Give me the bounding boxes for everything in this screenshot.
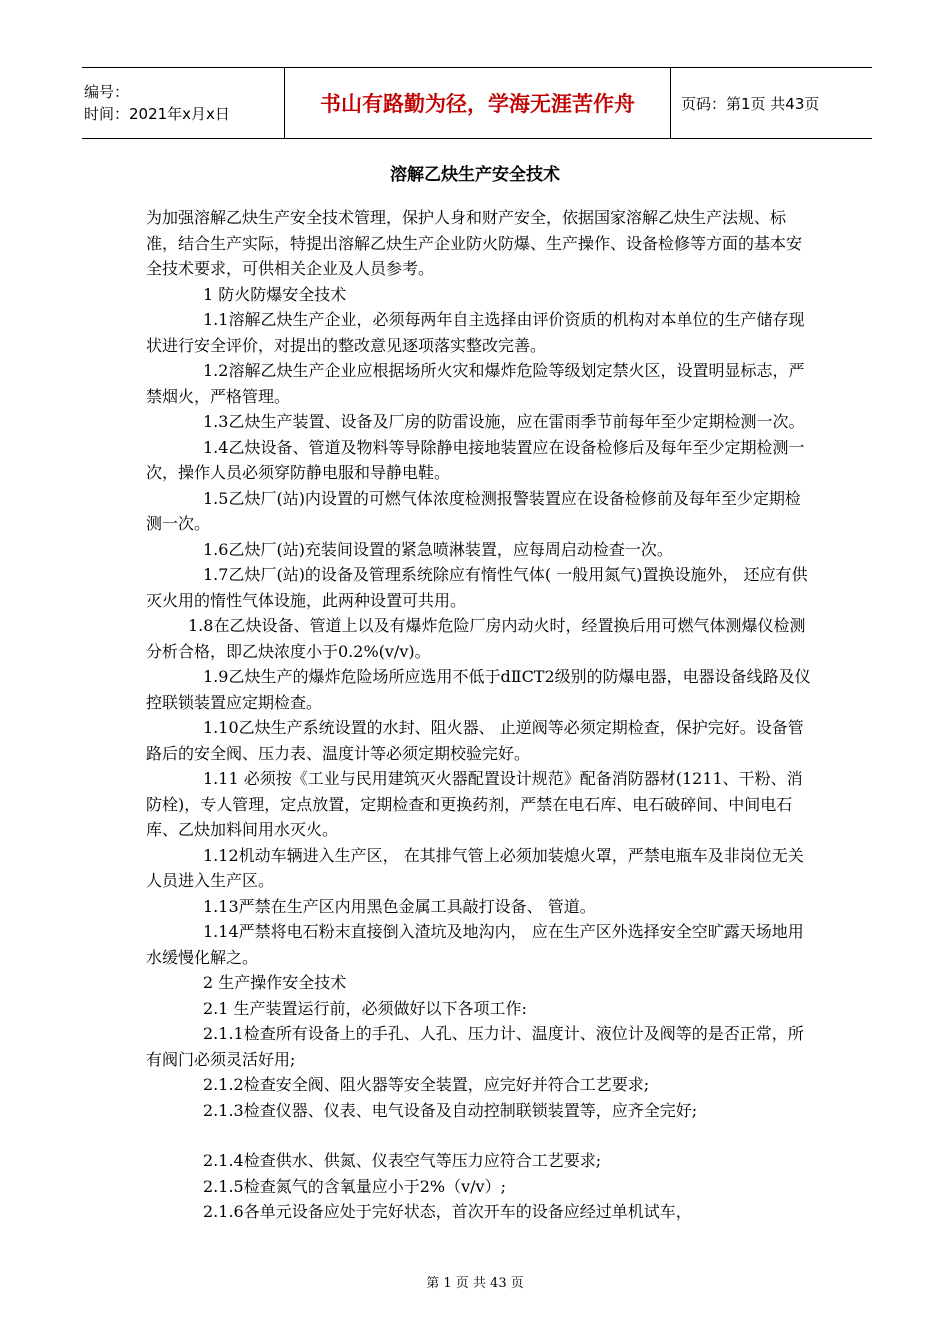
clause-1-13: 1.13严禁在生产区内用黑色金属工具敲打设备、 管道。	[203, 896, 596, 916]
header-meta	[82, 68, 285, 138]
intro-paragraph: 为加强溶解乙炔生产安全技术管理，保护人身和财产安全，依据国家溶解乙炔生产法规、标准，结合生产实际，特提出溶解乙炔生产企业防火防爆、生产操作、设备检修等方面的基本安全技术要求，可供相关企业及人员参考。	[146, 208, 803, 278]
clause-1-11: 1.11 必须按《工业与民用建筑灭火器配置设计规范》配备消防器材(1211、干粉、消防栓)，专人管理，定点放置，定期检查和更换药剂，严禁在电石库、电石破碎间、中间电石库、乙炔加料间用水灭火。	[146, 769, 803, 839]
section-heading-2: 2 生产操作安全技术	[203, 973, 347, 992]
document-title: 溶解乙炔生产安全技术	[390, 165, 560, 185]
clause-2-1-4: 2.1.4检查供水、供氮、仪表空气等压力应符合工艺要求;	[203, 1151, 602, 1170]
clause-1-5: 1.5乙炔厂(站)内设置的可燃气体浓度检测报警装置应在设备检修前及每年至少定期检测一次。	[146, 488, 801, 533]
clause-1-3: 1.3乙炔生产装置、设备及厂房的防雷设施，应在雷雨季节前每年至少定期检测一次。	[203, 412, 805, 431]
clause-1-12: 1.12机动车辆进入生产区， 在其排气管上必须加装熄火罩，严禁电瓶车及非岗位无关人员进入生产区。	[146, 845, 804, 890]
clause-1-7: 1.7乙炔厂(站)的设备及管理系统除应有惰性气体( 一般用氮气)置换设施外， 还应有供灭火用的惰性气体设施，此两种设置可共用。	[146, 565, 808, 610]
clause-1-4: 1.4乙炔设备、管道及物料等导除静电接地装置应在设备检修后及每年至少定期检测一次，操作人员必须穿防静电服和导静电鞋。	[146, 437, 805, 482]
section-heading-1: 1 防火防爆安全技术	[203, 284, 347, 304]
header-page-info: 页码：第1页 共43页	[681, 94, 820, 113]
clause-1-8: 1.8在乙炔设备、管道上以及有爆炸危险厂房内动火时，经置换后用可燃气体测爆仪检测分析合格，即乙炔浓度小于0.2%(v/v)。	[146, 616, 806, 661]
clause-2-1-5: 2.1.5检查氮气的含氧量应小于2%（v/v）;	[203, 1176, 506, 1196]
clause-1-6: 1.6乙炔厂(站)充装间设置的紧急喷淋装置，应每周启动检查一次。	[203, 539, 673, 559]
clause-1-10: 1.10乙炔生产系统设置的水封、阻火器、 止逆阀等必须定期检查，保护完好。设备管路后的安全阀、压力表、温度计等必须定期校验完好。	[146, 718, 804, 763]
document-body	[146, 205, 812, 1225]
clause-1-14: 1.14严禁将电石粉末直接倒入渣坑及地沟内， 应在生产区外选择安全空旷露天场地用水缓慢化解之。	[146, 922, 804, 967]
clause-1-2: 1.2溶解乙炔生产企业应根据场所火灾和爆炸危险等级划定禁火区，设置明显标志，严禁烟火，严格管理。	[146, 361, 805, 406]
clause-1-1: 1.1溶解乙炔生产企业，必须每两年自主选择由评价资质的机构对本单位的生产储存现状进行安全评价，对提出的整改意见逐项落实整改完善。	[146, 310, 805, 355]
clause-2-1: 2.1 生产装置运行前，必须做好以下各项工作:	[203, 998, 527, 1018]
page-header	[82, 67, 872, 139]
clause-2-1-1: 2.1.1检查所有设备上的手孔、人孔、压力计、温度计、液位计及阀等的是否正常，所有阀门必须灵活好用;	[146, 1024, 804, 1069]
paragraph-gap	[146, 1123, 812, 1148]
document-date: 时间：2021年x月x日	[84, 105, 230, 123]
clause-2-1-6: 2.1.6各单元设备应处于完好状态，首次开车的设备应经过单机试车，	[203, 1202, 692, 1221]
document-number-label: 编号：	[84, 83, 130, 101]
clause-2-1-2: 2.1.2检查安全阀、阻火器等安全装置，应完好并符合工艺要求;	[203, 1075, 650, 1094]
clause-1-9: 1.9乙炔生产的爆炸危险场所应选用不低于dⅡCT2级别的防爆电器，电器设备线路及仪控联锁装置应定期检查。	[146, 667, 811, 712]
header-motto: 书山有路勤为径，学海无涯苦作舟	[285, 68, 671, 138]
clause-2-1-3: 2.1.3检查仪器、仪表、电气设备及自动控制联锁装置等，应齐全完好;	[203, 1100, 698, 1120]
page-footer: 第 1 页 共 43 页	[426, 1276, 524, 1291]
